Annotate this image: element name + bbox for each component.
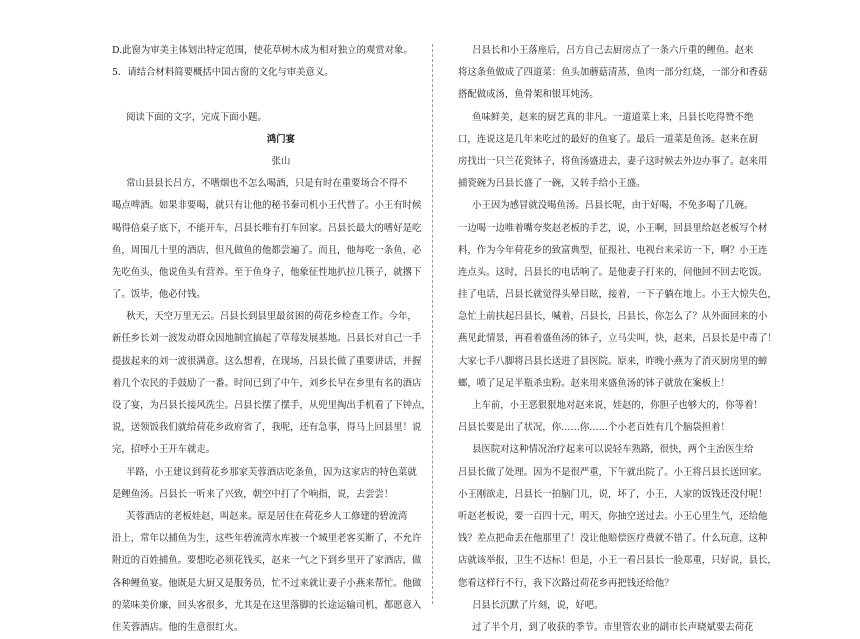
- left-text-line: 喝点啤酒。如果非要喝，就只有让他的秘书秦司机小王代替了。小王有时候: [112, 200, 422, 212]
- story-title: 鸿门宴: [266, 133, 296, 145]
- left-text-line: 张山: [271, 155, 291, 167]
- left-text-line: 阅读下面的文字，完成下面小题。: [126, 111, 267, 123]
- right-text-line: 燕见此情景，再看着盛鱼汤的钵子，立马尖叫，快，赵来，吕县长是中毒了！: [458, 333, 777, 345]
- left-text-line: 先吃鱼头，他说鱼头有营养。至于鱼身子，他象征性地扒拉几筷子，就撂下: [112, 266, 422, 278]
- left-text-line: 提拔起来的刘一波很满意。这么想着，在现场，吕县长做了重要讲话，并握: [112, 355, 422, 367]
- right-text-line: 小王刚欲走，吕县长一拍脑门儿，说，坏了，小王，人家的饭钱还没付呢！: [458, 488, 768, 500]
- right-text-line: 将这条鱼做成了四道菜：鱼头加蘑菇清蒸，鱼肉一部分红烧，一部分和香菇: [458, 67, 768, 79]
- right-text-line: 过了半个月，到了收获的季节。市里管农业的副市长声晓斌要去荷花: [472, 621, 754, 633]
- left-text-line: 常山县县长吕方，不嗜烟也不怎么喝酒，只是有时在重要场合不得不: [126, 178, 408, 190]
- left-text-line: 着几个农民的手鼓励了一番。时间已到了中午，刘乡长早在乡里有名的酒店: [112, 377, 422, 389]
- right-column: [458, 40, 796, 639]
- right-text-line: 鱼味鲜美，赵来的厨艺真的非凡。一道道菜上来，吕县长吃得赞不绝: [472, 111, 754, 123]
- right-text-line: 听赵老板说，要一百四十元，明天，你抽空送过去。小王心里生气，还给他: [458, 510, 768, 522]
- left-text-line: [112, 84, 450, 106]
- left-column: [112, 40, 450, 639]
- left-text-line: 喝得倍桌子底下，不能开车，吕县长唯有打车回家。吕县长最大的嗜好是吃: [112, 222, 422, 234]
- right-text-line: 捕瓷碗为吕县长盛了一碗，又转手给小王盛。: [458, 178, 646, 190]
- left-text-line: 的菜味美价廉，回头客很多，尤其是在这里落脚的长途运输司机，都愿意入: [112, 599, 422, 611]
- right-text-line: 吕县长做了处理。因为不是很严重，下午就出院了。小王将吕县长送回家。: [458, 466, 768, 478]
- left-text-line: 设了宴，为吕县长接风洗尘。吕县长摆了摆手，从兜里掏出手机看了下钟点，: [112, 400, 431, 411]
- right-text-line: 房找出一只兰花瓷钵子，将鱼汤盛进去，妻子这时候去外边办事了。赵来用: [458, 155, 768, 167]
- left-text-line: 沿上，常年以捕鱼为生，这些年碧流湾水库被一个城里老客买断了，不允许: [112, 533, 422, 545]
- left-text-line: 各种鲤鱼宴。他既是大厨又是服务员，忙不过来就让妻子小燕来帮忙。他做: [112, 577, 422, 589]
- left-text-line: 附近的百姓捕鱼。要想吃必须花钱买，赵来一气之下到乡里开了家酒店，做: [112, 555, 422, 567]
- right-text-line: 吕县长沉默了片刻，说，好吧。: [472, 599, 604, 611]
- column-divider: [432, 44, 433, 604]
- right-text-line: 挂了电话，吕县长就觉得头晕目眩，接着，一下子躺在地上。小王大惊失色，: [458, 289, 777, 301]
- left-text-line: 鱼，周围几十里的酒店，但凡做鱼的他都尝遍了。而且，他每吃一条鱼，必: [112, 244, 422, 256]
- right-text-line: 大家七手八脚将吕县长送进了县医院。原来，昨晚小燕为了消灭厨房里的蟑: [458, 355, 768, 367]
- left-text-line: 完，招呼小王开车就走。: [112, 444, 216, 456]
- left-text-line: 5．请结合材料简要概括中国古窗的文化与审美意义。: [112, 67, 334, 79]
- right-text-line: 搭配做成汤，鱼骨架和银耳炖汤。: [458, 89, 599, 101]
- left-text-line: 是鲤鱼汤。吕县长一听来了兴致，朝空中打了个响指，说，去尝尝！: [112, 488, 394, 500]
- right-text-line: 店就该举报，卫生不达标！但是，小王一看吕县长一脸郑重，只好说，县长，: [458, 555, 777, 567]
- right-text-line: 急忙上前扶起吕县长，喊着，吕县长，吕县长，你怎么了？从外面回来的小: [458, 311, 768, 323]
- right-text-line: 您看这样行不行，我下次路过荷花乡再把钱还给他？: [458, 577, 674, 589]
- right-text-line: 连点头。这时，吕县长的电话响了。是他妻子打来的，问他回不回去吃饭。: [458, 266, 768, 278]
- right-text-line: 螂，喷了足足半瓶杀虫粉。赵来用来盛鱼汤的钵子就放在案板上！: [458, 377, 730, 389]
- left-text-line: 芙蓉酒店的老板娃赵，叫赵来。原是居住在荷花乡人工修建的碧流湾: [126, 510, 408, 522]
- left-text-line: 说，送领饭我们就给荷花乡政府省了，我呢，还有急事，得马上回县里！说: [112, 422, 422, 434]
- right-text-line: 吕县长和小王落座后，吕方自己去厨房点了一条六斤重的鲤鱼。赵来: [472, 45, 754, 56]
- right-text-line: 口，连说这是几年来吃过的最好的鱼宴了。最后一道菜是鱼汤。赵来在厨: [458, 133, 759, 145]
- left-text-line: 住芙蓉酒店。他的生意很红火。: [112, 621, 244, 633]
- right-text-line: 钱？差点把命丢在他那里了！没让他赔偿医疗费就不错了。什么玩意，这种: [458, 533, 768, 545]
- right-text-line: 吕县长要是出了状况，你……你……个小老百姓有几个脑袋担着！: [458, 422, 730, 434]
- right-text-line: 小王因为感冒就没喝鱼汤。吕县长呢，由于好喝，不免多喝了几碗。: [472, 200, 754, 212]
- left-text-line: D.此窗为审美主体划出特定范围，使花草树木成为相对独立的观赏对象。: [112, 45, 413, 56]
- left-text-line: 了。饭毕，他必付钱。: [112, 289, 206, 301]
- right-text-line: 一边喝一边唯着嘴夸奖赵老板的手艺，说，小王啊，回县里给赵老板写个材: [458, 222, 768, 234]
- right-text-line: 料，作为今年荷花乡的致富典型，征报社、电视台来采访一下，啊？小王连: [458, 244, 768, 256]
- left-text-line: 半路，小王建议到荷花乡那家芙蓉酒店吃条鱼，因为这家店的特色菜就: [126, 466, 417, 478]
- right-text-line: 上车前，小王恶狠狠地对赵来说，娃赵的，你胆子也够大的，你等着！: [472, 400, 763, 411]
- left-text-line: 新任乡长刘一波发动群众因地制宜搞起了草莓发展基地。吕县长对自己一手: [112, 333, 422, 345]
- left-text-line: 秋天，天空万里无云。吕县长到县里最贫困的荷花乡检查工作。今年，: [126, 311, 417, 323]
- right-text-line: 县医院对这种情况治疗起来可以说轻车熟路，很快，两个主治医生给: [472, 444, 754, 456]
